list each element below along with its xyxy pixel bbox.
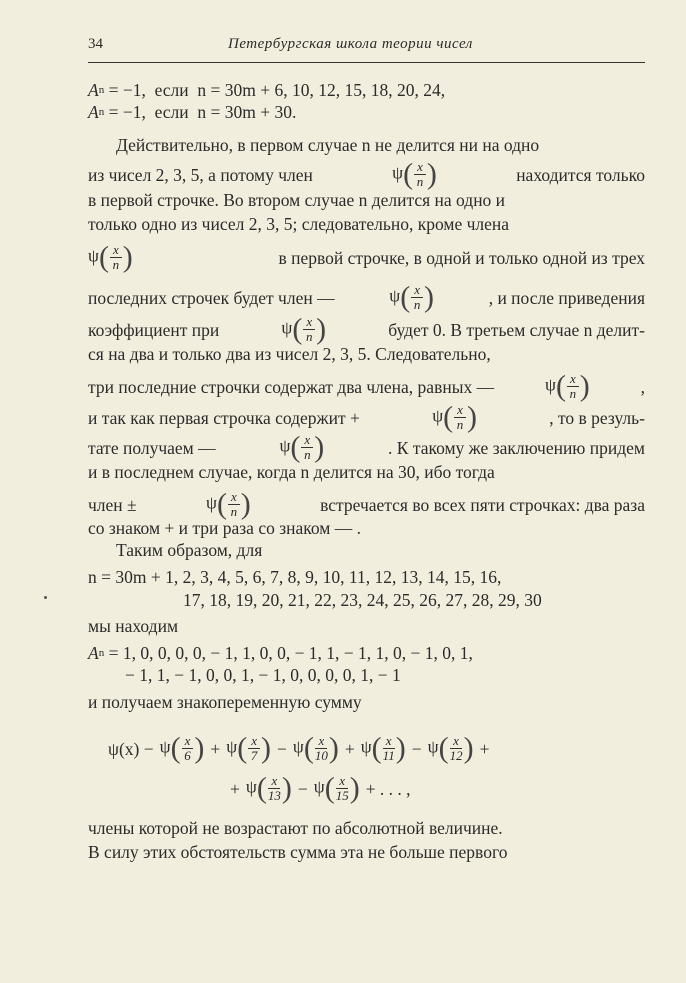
- psi-term: ψ( $\frac{x}{11}$ ): [360, 731, 406, 765]
- text-line: В силу этих обстоятельств сумма эта не больше первого: [88, 842, 508, 862]
- text-line: ся на два и только два из чисел 2, 3, 5. Следовательно,: [88, 344, 491, 364]
- text-line: Действительно, в первом случае n не делится ни на одно: [116, 135, 540, 155]
- text-line: Таким образом, для: [116, 540, 263, 560]
- text-line: A n = 1, 0, 0, 0, 0, − 1, 1, 0, 0, − 1, 1, − 1, 1, 0, − 1, 0, 1,: [88, 643, 473, 663]
- text-line: последних строчек будет член — ψ( $\frac{x}{n}$ ) , и после приведения: [88, 280, 645, 314]
- psi-term: ψ( $\frac{x}{n}$ ): [88, 240, 133, 274]
- text-line: в первой строчке. Во втором случае n делится на одно и: [88, 190, 506, 210]
- psi-term: ψ( $\frac{x}{13}$ ): [245, 771, 292, 805]
- operator: +: [344, 738, 355, 759]
- operator: −: [297, 778, 308, 799]
- psi-term: ψ( $\frac{x}{15}$ ): [313, 771, 360, 805]
- text-line: 17, 18, 19, 20, 21, 22, 23, 24, 25, 26, 27, 28, 29, 30: [183, 590, 542, 610]
- running-title: Петербургская школа теории чисел: [228, 36, 473, 52]
- operator: +: [210, 738, 221, 759]
- text-line: член ± ψ( $\frac{x}{n}$ ) встречается во всех пяти строчках: два раза: [88, 487, 645, 521]
- operator: + . . . ,: [365, 778, 411, 799]
- operator: −: [411, 738, 422, 759]
- text-line: ψ( $\frac{x}{n}$ ) в первой строчке, в одной и только одной из трех: [88, 240, 645, 274]
- page-number: 34: [88, 36, 103, 52]
- margin-mark: [44, 596, 47, 599]
- operator: −: [276, 738, 287, 759]
- text-line: коэффициент при ψ( $\frac{x}{n}$ ) будет 0. В третьем случае n делит-: [88, 312, 645, 346]
- psi-term: ψ( $\frac{x}{n}$ ): [206, 487, 251, 521]
- text-line: со знаком + и три раза со знаком — .: [88, 518, 361, 538]
- psi-term: ψ( $\frac{x}{n}$ ): [279, 430, 325, 464]
- psi-term: ψ( $\frac{x}{n}$ ): [392, 157, 437, 191]
- running-header: [88, 36, 645, 56]
- psi-term: ψ( $\frac{x}{n}$ ): [389, 280, 435, 314]
- operator: +: [479, 738, 490, 759]
- text-line: три последние строчки содержат два члена, равных — ψ( $\frac{x}{n}$ ) ,: [88, 369, 645, 403]
- psi-term: ψ( $\frac{x}{n}$ ): [281, 312, 327, 346]
- psi-term: ψ( $\frac{x}{n}$ ): [544, 369, 590, 403]
- formula-row-2: + ψ( $\frac{x}{13}$ ) − ψ( $\frac{x}{15}$ ) + . . . ,: [230, 771, 411, 805]
- text-line: n = 30m + 1, 2, 3, 4, 5, 6, 7, 8, 9, 10, 11, 12, 13, 14, 15, 16,: [88, 567, 502, 587]
- text-line: мы находим: [88, 616, 179, 636]
- text-line: A n = −1, если n = 30m + 6, 10, 12, 15, 18, 20, 24,: [88, 80, 446, 100]
- text-line: и получаем знакопеременную сумму: [88, 692, 362, 712]
- header-rule: [88, 62, 645, 63]
- psi-term: ψ( $\frac{x}{6}$ ): [159, 731, 205, 765]
- text-line: тате получаем — ψ( $\frac{x}{n}$ ) . К такому же заключению придем: [88, 430, 645, 464]
- text-line: и так как первая строчка содержит + ψ( $\frac{x}{n}$ ) , то в резуль-: [88, 400, 645, 434]
- text-line: члены которой не возрастают по абсолютной величине.: [88, 818, 503, 838]
- text-line: и в последнем случае, когда n делится на 30, ибо тогда: [88, 462, 495, 482]
- text-line: − 1, 1, − 1, 0, 0, 1, − 1, 0, 0, 0, 0, 1, − 1: [125, 665, 401, 685]
- text-line: только одно из чисел 2, 3, 5; следовательно, кроме члена: [88, 214, 510, 234]
- text-line: из чисел 2, 3, 5, а потому член ψ( $\frac{x}{n}$ ) находится только: [88, 157, 645, 191]
- formula-row-1: ψ(x) − ψ( $\frac{x}{6}$ ) + ψ( $\frac{x}{7}$ ) − ψ( $\frac{x}{10}$ ) + ψ( $\frac{x}{11}$ ) − ψ( $\frac{x}{12}$ ) +: [108, 731, 490, 765]
- psi-term: ψ( $\frac{x}{7}$ ): [226, 731, 271, 765]
- psi-term: ψ( $\frac{x}{10}$ ): [292, 731, 339, 765]
- text-line: A n = −1, если n = 30m + 30.: [88, 102, 297, 122]
- psi-term: ψ( $\frac{x}{n}$ ): [432, 400, 477, 434]
- psi-term: ψ( $\frac{x}{12}$ ): [427, 731, 474, 765]
